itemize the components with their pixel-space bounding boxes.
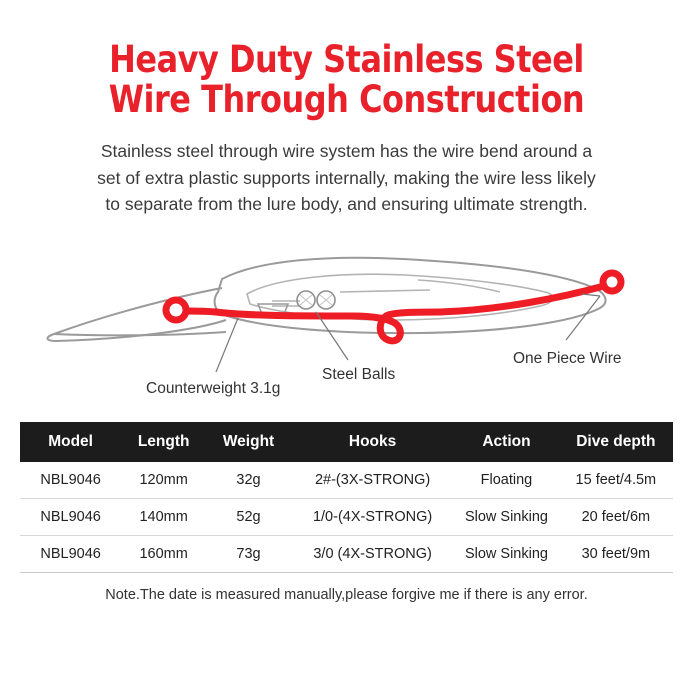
- cell-model: NBL9046: [20, 535, 121, 572]
- table-row: [20, 535, 673, 572]
- column-header-action: Action: [454, 422, 558, 462]
- cell-hooks: 1/0-(4X-STRONG): [291, 498, 454, 535]
- lure-cutaway-diagram: [0, 232, 693, 412]
- cell-length: 160mm: [121, 535, 206, 572]
- steel-balls-icon: [297, 291, 335, 309]
- callout-one-piece-wire: One Piece Wire: [513, 349, 622, 367]
- table-header-row: [20, 422, 673, 462]
- table-header: [20, 422, 673, 462]
- page-title-line-1: Heavy Duty Stainless Steel: [109, 38, 584, 81]
- cell-hooks: 3/0 (4X-STRONG): [291, 535, 454, 572]
- cell-dive-depth: 15 feet/4.5m: [559, 462, 673, 499]
- measurement-note: Note.The date is measured manually,please forgive me if there is any error.: [105, 586, 588, 603]
- column-header-hooks: Hooks: [291, 422, 454, 462]
- lure-diagram-svg: [0, 232, 693, 412]
- table-row: [20, 498, 673, 535]
- through-wire: [166, 273, 621, 341]
- cell-action: Slow Sinking: [454, 498, 558, 535]
- callout-steel-balls: Steel Balls: [322, 365, 396, 383]
- table-body: [20, 462, 673, 573]
- description-line-2: set of extra plastic supports internally, making the wire less likely: [97, 167, 596, 188]
- column-header-length: Length: [121, 422, 206, 462]
- specifications-table: [20, 422, 673, 573]
- column-header-dive-depth: Dive depth: [559, 422, 673, 462]
- cell-action: Floating: [454, 462, 558, 499]
- column-header-weight: Weight: [206, 422, 291, 462]
- cell-dive-depth: 30 feet/9m: [559, 535, 673, 572]
- page-title-line-2: Wire Through Construction: [108, 77, 585, 121]
- page-title: [14, 0, 679, 120]
- specifications-table-wrapper: [20, 422, 673, 573]
- cell-hooks: 2#-(3X-STRONG): [291, 462, 454, 499]
- cell-length: 140mm: [121, 498, 206, 535]
- table-row: [20, 462, 673, 499]
- cell-action: Slow Sinking: [454, 535, 558, 572]
- cell-weight: 52g: [206, 498, 291, 535]
- callout-counterweight: Counterweight 3.1g: [146, 379, 281, 397]
- cell-model: NBL9046: [20, 462, 121, 499]
- description-line-3: to separate from the lure body, and ensuring ultimate strength.: [105, 194, 588, 215]
- cell-length: 120mm: [121, 462, 206, 499]
- cell-model: NBL9046: [20, 498, 121, 535]
- description-line-1: Stainless steel through wire system has the wire bend around a: [100, 140, 593, 161]
- cell-weight: 73g: [206, 535, 291, 572]
- column-header-model: Model: [20, 422, 121, 462]
- cell-dive-depth: 20 feet/6m: [559, 498, 673, 535]
- description-paragraph: [27, 138, 667, 218]
- cell-weight: 32g: [206, 462, 291, 499]
